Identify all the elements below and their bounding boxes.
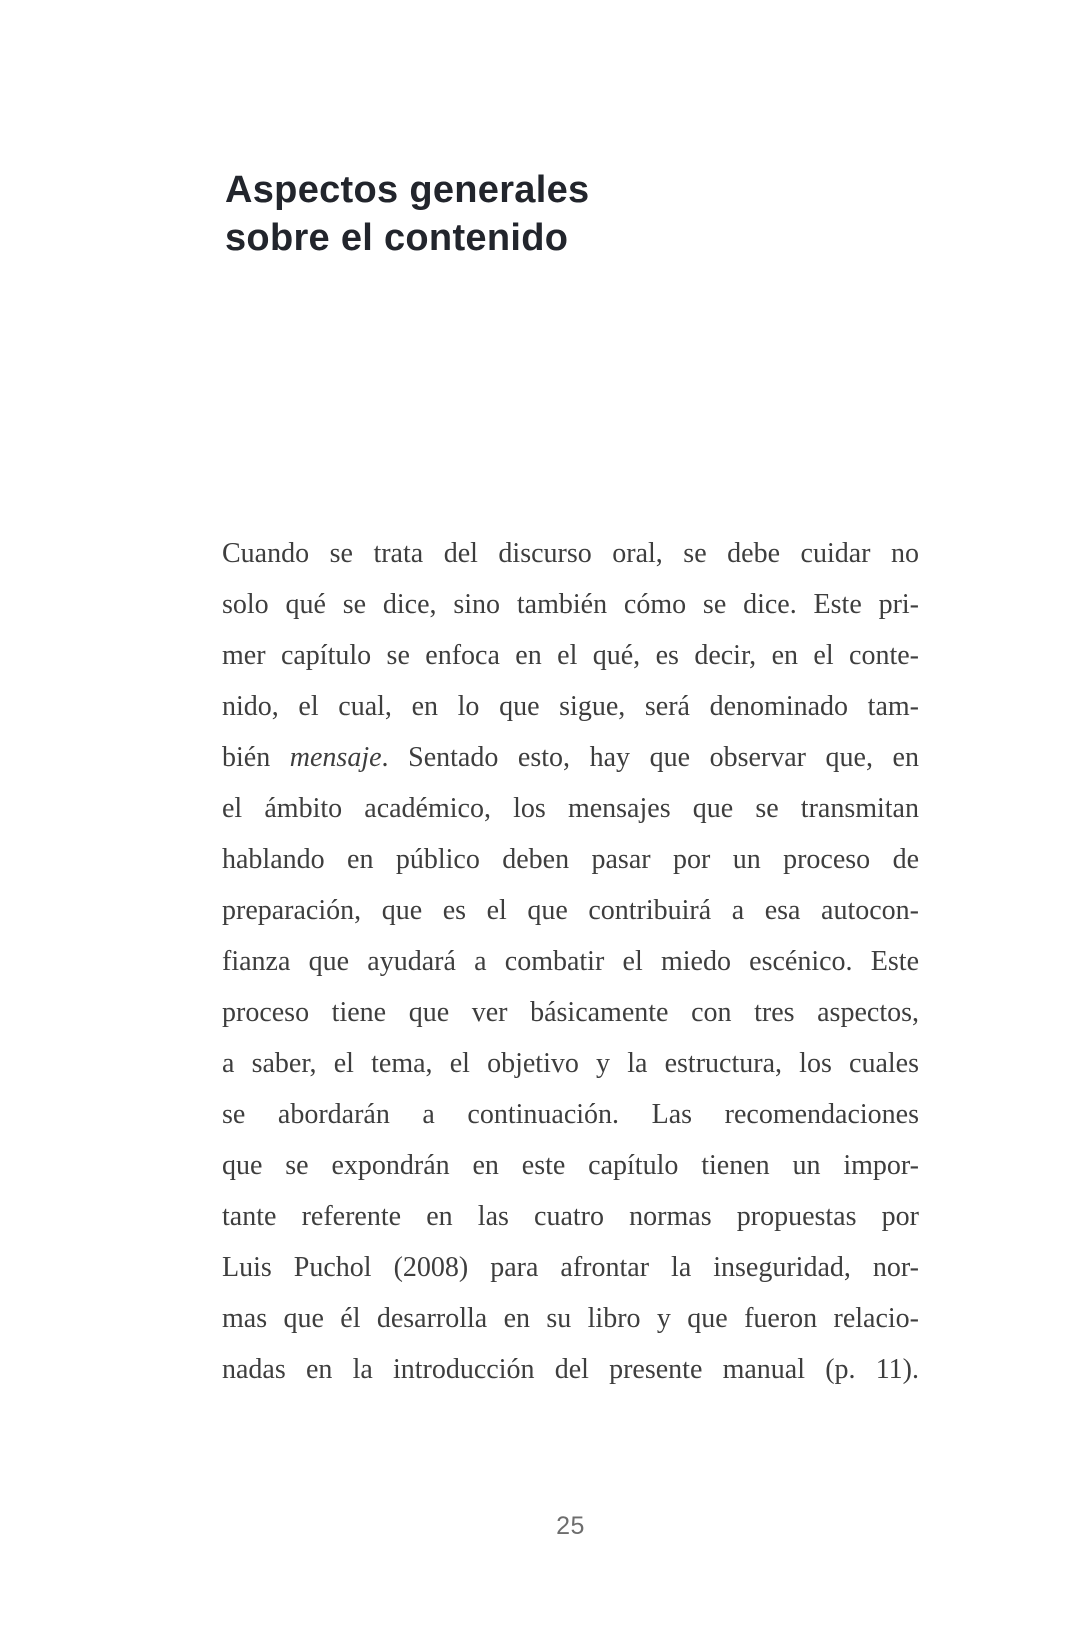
- text-line-with-italic: [222, 732, 919, 783]
- text-line: tante referente en las cuatro normas propuestas por: [222, 1201, 919, 1232]
- text-segment: bién: [222, 742, 290, 773]
- text-line: proceso tiene que ver básicamente con tres aspectos,: [222, 997, 919, 1028]
- text-line: a saber, el tema, el objetivo y la estructura, los cuales: [222, 1048, 919, 1079]
- text-line: Cuando se trata del discurso oral, se debe cuidar no: [222, 538, 919, 569]
- page-number: 25: [556, 1512, 585, 1540]
- text-line: solo qué se dice, sino también cómo se dice. Este pri-: [222, 589, 919, 620]
- text-line: hablando en público deben pasar por un proceso de: [222, 844, 919, 875]
- text-line: Luis Puchol (2008) para afrontar la inseguridad, nor-: [222, 1252, 919, 1283]
- text-segment: . Sentado esto, hay que observar que, en: [381, 742, 919, 773]
- chapter-title: [225, 166, 589, 262]
- text-line: fianza que ayudará a combatir el miedo escénico. Este: [222, 946, 919, 977]
- text-line: nadas en la introducción del presente manual (p. 11).: [222, 1354, 919, 1385]
- chapter-title-line-2: sobre el contenido: [225, 217, 569, 259]
- text-line: que se expondrán en este capítulo tienen un impor-: [222, 1150, 919, 1181]
- text-line: preparación, que es el que contribuirá a esa autocon-: [222, 895, 919, 926]
- text-line: el ámbito académico, los mensajes que se transmitan: [222, 793, 919, 824]
- text-line: mer capítulo se enfoca en el qué, es decir, en el conte-: [222, 640, 919, 671]
- text-line: nido, el cual, en lo que sigue, será denominado tam-: [222, 691, 919, 722]
- text-line: se abordarán a continuación. Las recomendaciones: [222, 1099, 919, 1130]
- text-line: mas que él desarrolla en su libro y que fueron relacio-: [222, 1303, 919, 1334]
- body-paragraph: [222, 528, 919, 1395]
- italic-term: mensaje: [289, 742, 382, 773]
- chapter-title-line-1: Aspectos generales: [225, 169, 590, 211]
